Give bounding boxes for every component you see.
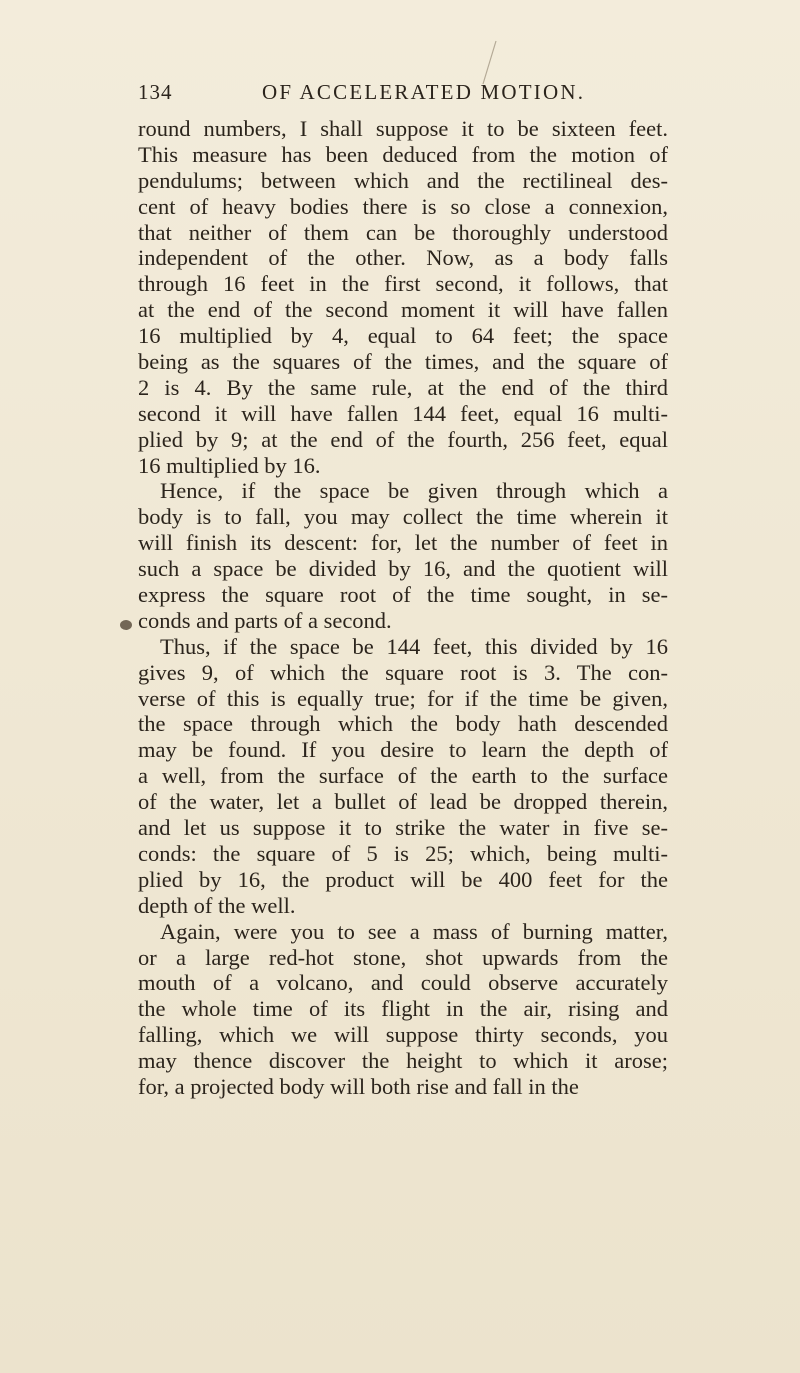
text-line: cent of heavy bodies there is so close a connexion, <box>138 193 668 219</box>
text-line: that neither of them can be thoroughly understood <box>138 219 668 245</box>
text-line: will finish its descent: for, let the number of feet in <box>138 530 668 556</box>
text-line: the space through which the body hath descended <box>138 711 668 737</box>
text-line: independent of the other. Now, as a body falls <box>138 245 668 271</box>
text-line: depth of the well. <box>138 892 296 918</box>
text-line: verse of this is equally true; for if the time be given, <box>138 685 668 711</box>
text-line: for, a projected body will both rise and fall in the <box>138 1073 579 1099</box>
text-line: Thus, if the space be 144 feet, this divided by 16 <box>160 633 668 659</box>
text-line: second it will have fallen 144 feet, equal 16 multi- <box>138 400 668 426</box>
text-line: and let us suppose it to strike the water in five se- <box>138 815 668 841</box>
text-line: through 16 feet in the first second, it follows, that <box>138 271 668 297</box>
text-line: Again, were you to see a mass of burning matter, <box>160 918 668 944</box>
page-number: 134 <box>138 80 173 104</box>
text-line: at the end of the second moment it will have fallen <box>138 297 668 323</box>
text-line: falling, which we will suppose thirty seconds, you <box>138 1022 668 1048</box>
text-line: 2 is 4. By the same rule, at the end of the third <box>138 374 668 400</box>
text-line: 16 multiplied by 16. <box>138 452 321 478</box>
text-line: round numbers, I shall suppose it to be sixteen feet. <box>138 116 668 141</box>
paragraph <box>138 634 668 919</box>
text-line: Hence, if the space be given through which a <box>160 478 668 504</box>
text-line: may be found. If you desire to learn the depth of <box>138 737 668 763</box>
running-title: OF ACCELERATED MOTION. <box>262 80 586 104</box>
paragraph <box>138 478 668 633</box>
text-line: or a large red-hot stone, shot upwards from the <box>138 944 668 970</box>
text-line: This measure has been deduced from the motion of <box>138 141 668 167</box>
text-line: a well, from the surface of the earth to the surface <box>138 763 668 789</box>
text-line: plied by 9; at the end of the fourth, 256 feet, equal <box>138 426 668 452</box>
text-line: conds: the square of 5 is 25; which, being multi- <box>138 840 668 866</box>
paragraph <box>138 919 668 1100</box>
text-line: 16 multiplied by 4, equal to 64 feet; the space <box>138 323 668 349</box>
text-line: conds and parts of a second. <box>138 607 392 633</box>
text-line: pendulums; between which and the rectilineal des- <box>138 167 668 193</box>
text-line: the whole time of its flight in the air, rising and <box>138 996 668 1022</box>
text-line: mouth of a volcano, and could observe accurately <box>138 970 668 996</box>
text-line: body is to fall, you may collect the time wherein it <box>138 504 668 530</box>
text-line: plied by 16, the product will be 400 feet for the <box>138 866 668 892</box>
text-line: may thence discover the height to which it arose; <box>138 1048 668 1074</box>
text-line: gives 9, of which the square root is 3. The con- <box>138 659 668 685</box>
text-line: being as the squares of the times, and the square of <box>138 349 668 375</box>
running-header <box>138 80 658 110</box>
margin-ink-blot <box>120 620 132 630</box>
paragraph <box>138 116 668 478</box>
text-line: such a space be divided by 16, and the quotient will <box>138 556 668 582</box>
body-text <box>138 116 668 1100</box>
text-line: express the square root of the time sought, in se- <box>138 582 668 608</box>
text-line: of the water, let a bullet of lead be dropped therein, <box>138 789 668 815</box>
